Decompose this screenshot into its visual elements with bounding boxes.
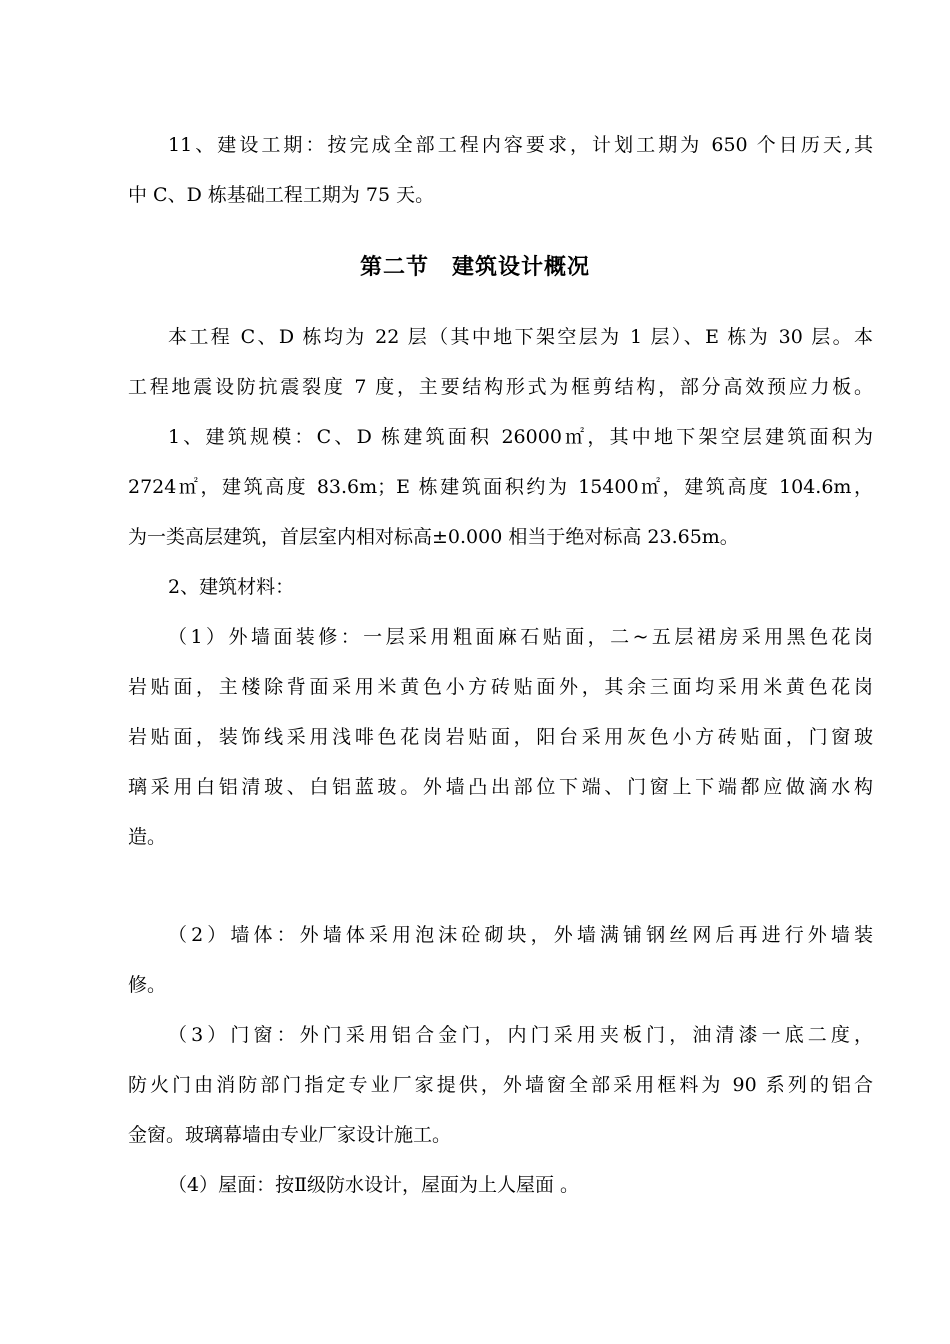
paragraph-wall-line-2: 修。: [128, 974, 167, 996]
paragraph-overview-line-2: 工程地震设防抗震裂度 7 度，主要结构形式为框剪结构，部分高效预应力板。: [128, 376, 873, 398]
paragraph-construction-period-line-1: 11、建设工期：按完成全部工程内容要求，计划工期为 650 个日历天,其: [168, 134, 873, 156]
paragraph-doors-windows-line-3: 金窗。玻璃幕墙由专业厂家设计施工。: [128, 1124, 452, 1146]
paragraph-roof: （4）屋面：按Ⅱ级防水设计，屋面为上人屋面 。: [168, 1174, 580, 1196]
paragraph-doors-windows-line-1: （3）门窗：外门采用铝合金门，内门采用夹板门，油清漆一底二度，: [168, 1024, 873, 1046]
paragraph-materials-heading: 2、建筑材料：: [168, 576, 295, 598]
paragraph-construction-period-line-2: 中 C、D 栋基础工程工期为 75 天。: [128, 184, 435, 206]
paragraph-scale-line-1: 1、建筑规模：C、D 栋建筑面积 26000㎡，其中地下架空层建筑面积为: [168, 426, 873, 448]
section-title: 第二节 建筑设计概况: [359, 255, 590, 280]
paragraph-exterior-wall-line-3: 岩贴面，装饰线采用浅啡色花岗岩贴面，阳台采用灰色小方砖贴面，门窗玻: [128, 726, 873, 748]
paragraph-scale-line-3: 为一类高层建筑，首层室内相对标高±0.000 相当于绝对标高 23.65m。: [128, 526, 739, 548]
paragraph-scale-line-2: 2724㎡，建筑高度 83.6m；E 栋建筑面积约为 15400㎡，建筑高度 104.6m，: [128, 476, 873, 498]
paragraph-exterior-wall-line-2: 岩贴面，主楼除背面采用米黄色小方砖贴面外，其余三面均采用米黄色花岗: [128, 676, 873, 698]
paragraph-exterior-wall-line-1: （1）外墙面装修：一层采用粗面麻石贴面，二~五层裙房采用黑色花岗: [168, 626, 873, 648]
paragraph-exterior-wall-line-4: 璃采用白铝清玻、白铝蓝玻。外墙凸出部位下端、门窗上下端都应做滴水构: [128, 776, 873, 798]
paragraph-exterior-wall-line-5: 造。: [128, 826, 167, 848]
paragraph-doors-windows-line-2: 防火门由消防部门指定专业厂家提供，外墙窗全部采用框料为 90 系列的铝合: [128, 1074, 873, 1096]
paragraph-overview-line-1: 本工程 C、D 栋均为 22 层（其中地下架空层为 1 层）、E 栋为 30 层。本: [168, 326, 873, 348]
paragraph-wall-line-1: （2）墙体：外墙体采用泡沫砼砌块，外墙满铺钢丝网后再进行外墙装: [168, 924, 873, 946]
